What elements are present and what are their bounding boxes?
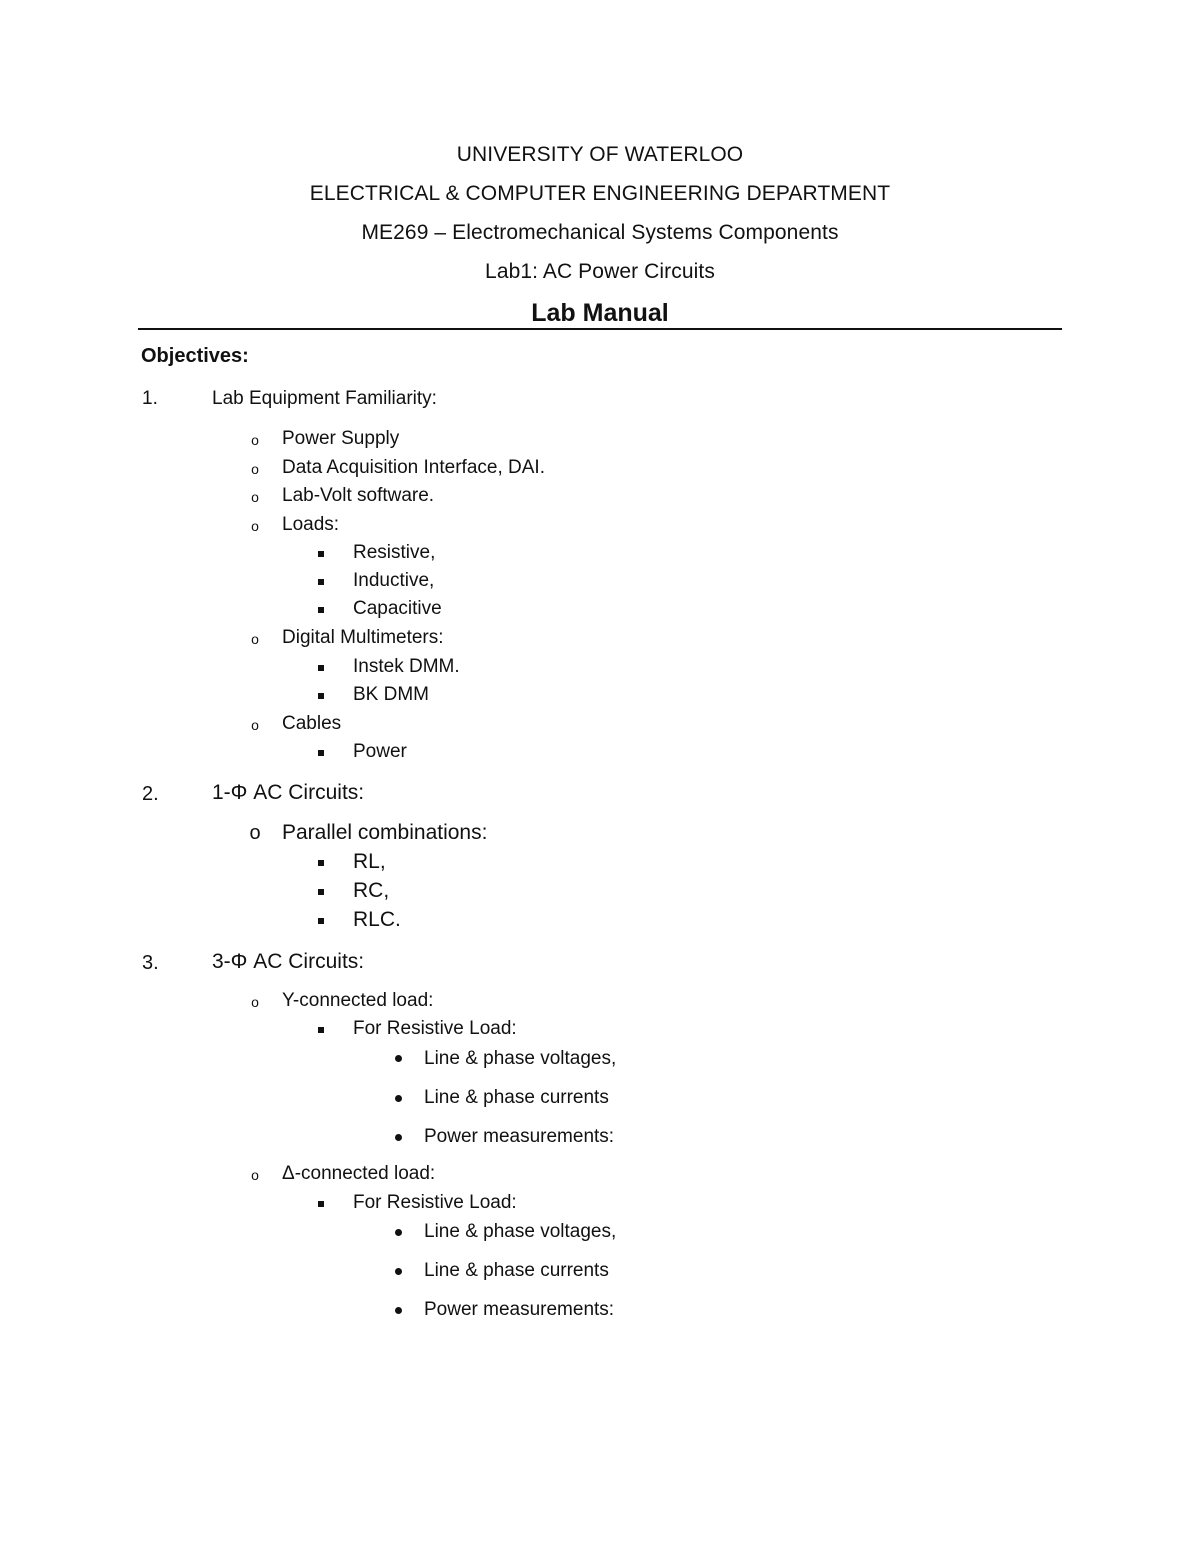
circle-bullet-icon: o (249, 822, 261, 844)
square-bullet-icon (318, 579, 324, 585)
page-title: Lab Manual (531, 299, 669, 327)
round-bullet-icon (395, 1095, 402, 1102)
round-bullet-icon (395, 1229, 402, 1236)
circle-bullet-icon: o (251, 518, 259, 534)
section-1-number: 1. (142, 388, 158, 409)
university-name: UNIVERSITY OF WATERLOO (456, 143, 744, 166)
list-item: Data Acquisition Interface, DAI. (282, 457, 545, 478)
square-bullet-icon (318, 1201, 324, 1207)
round-bullet-icon (395, 1134, 402, 1141)
list-item: Loads: (282, 514, 340, 535)
square-bullet-icon (318, 918, 324, 924)
list-item: Power measurements: (424, 1299, 615, 1320)
circle-bullet-icon: o (251, 461, 259, 477)
section-2-label: 1-Φ AC Circuits: (212, 781, 365, 804)
list-item: Line & phase voltages, (424, 1048, 617, 1069)
list-item: Line & phase currents (424, 1260, 609, 1281)
list-item: Resistive, (353, 542, 436, 563)
course-title: ME269 – Electromechanical Systems Components (361, 221, 839, 244)
list-item: RLC. (353, 908, 401, 931)
list-item: Y-connected load: (282, 990, 434, 1011)
circle-bullet-icon: o (251, 432, 259, 448)
square-bullet-icon (318, 607, 324, 613)
square-bullet-icon (318, 693, 324, 699)
square-bullet-icon (318, 665, 324, 671)
section-2-number: 2. (142, 783, 159, 805)
square-bullet-icon (318, 750, 324, 756)
list-item: Parallel combinations: (282, 821, 488, 844)
circle-bullet-icon: o (251, 489, 259, 505)
list-item: RC, (353, 879, 390, 902)
circle-bullet-icon: o (251, 1167, 259, 1183)
list-item: Power measurements: (424, 1126, 615, 1147)
list-item: Capacitive (353, 598, 442, 619)
objectives-heading: Objectives: (141, 345, 249, 367)
list-item: Digital Multimeters: (282, 627, 444, 648)
section-3-number: 3. (142, 952, 159, 974)
square-bullet-icon (318, 551, 324, 557)
list-item: RL, (353, 850, 386, 873)
round-bullet-icon (395, 1055, 402, 1062)
square-bullet-icon (318, 1027, 324, 1033)
list-item: BK DMM (353, 684, 429, 705)
section-1-label: Lab Equipment Familiarity: (212, 388, 437, 409)
circle-bullet-icon: o (251, 717, 259, 733)
list-item: For Resistive Load: (353, 1192, 517, 1213)
list-item: Power Supply (282, 428, 400, 449)
list-item: For Resistive Load: (353, 1018, 517, 1039)
lab-title: Lab1: AC Power Circuits (485, 260, 715, 283)
section-3-label: 3-Φ AC Circuits: (212, 950, 365, 973)
circle-bullet-icon: o (251, 994, 259, 1010)
list-item: Lab-Volt software. (282, 485, 435, 506)
list-item: Line & phase currents (424, 1087, 609, 1108)
round-bullet-icon (395, 1307, 402, 1314)
square-bullet-icon (318, 860, 324, 866)
department-name: ELECTRICAL & COMPUTER ENGINEERING DEPARTMENT (309, 182, 891, 205)
list-item: Instek DMM. (353, 656, 460, 677)
circle-bullet-icon: o (251, 631, 259, 647)
list-item: Power (353, 741, 407, 762)
list-item: Inductive, (353, 570, 435, 591)
list-item: Δ-connected load: (282, 1163, 436, 1184)
square-bullet-icon (318, 889, 324, 895)
round-bullet-icon (395, 1268, 402, 1275)
title-divider (138, 328, 1062, 330)
list-item: Line & phase voltages, (424, 1221, 617, 1242)
list-item: Cables (282, 713, 342, 734)
